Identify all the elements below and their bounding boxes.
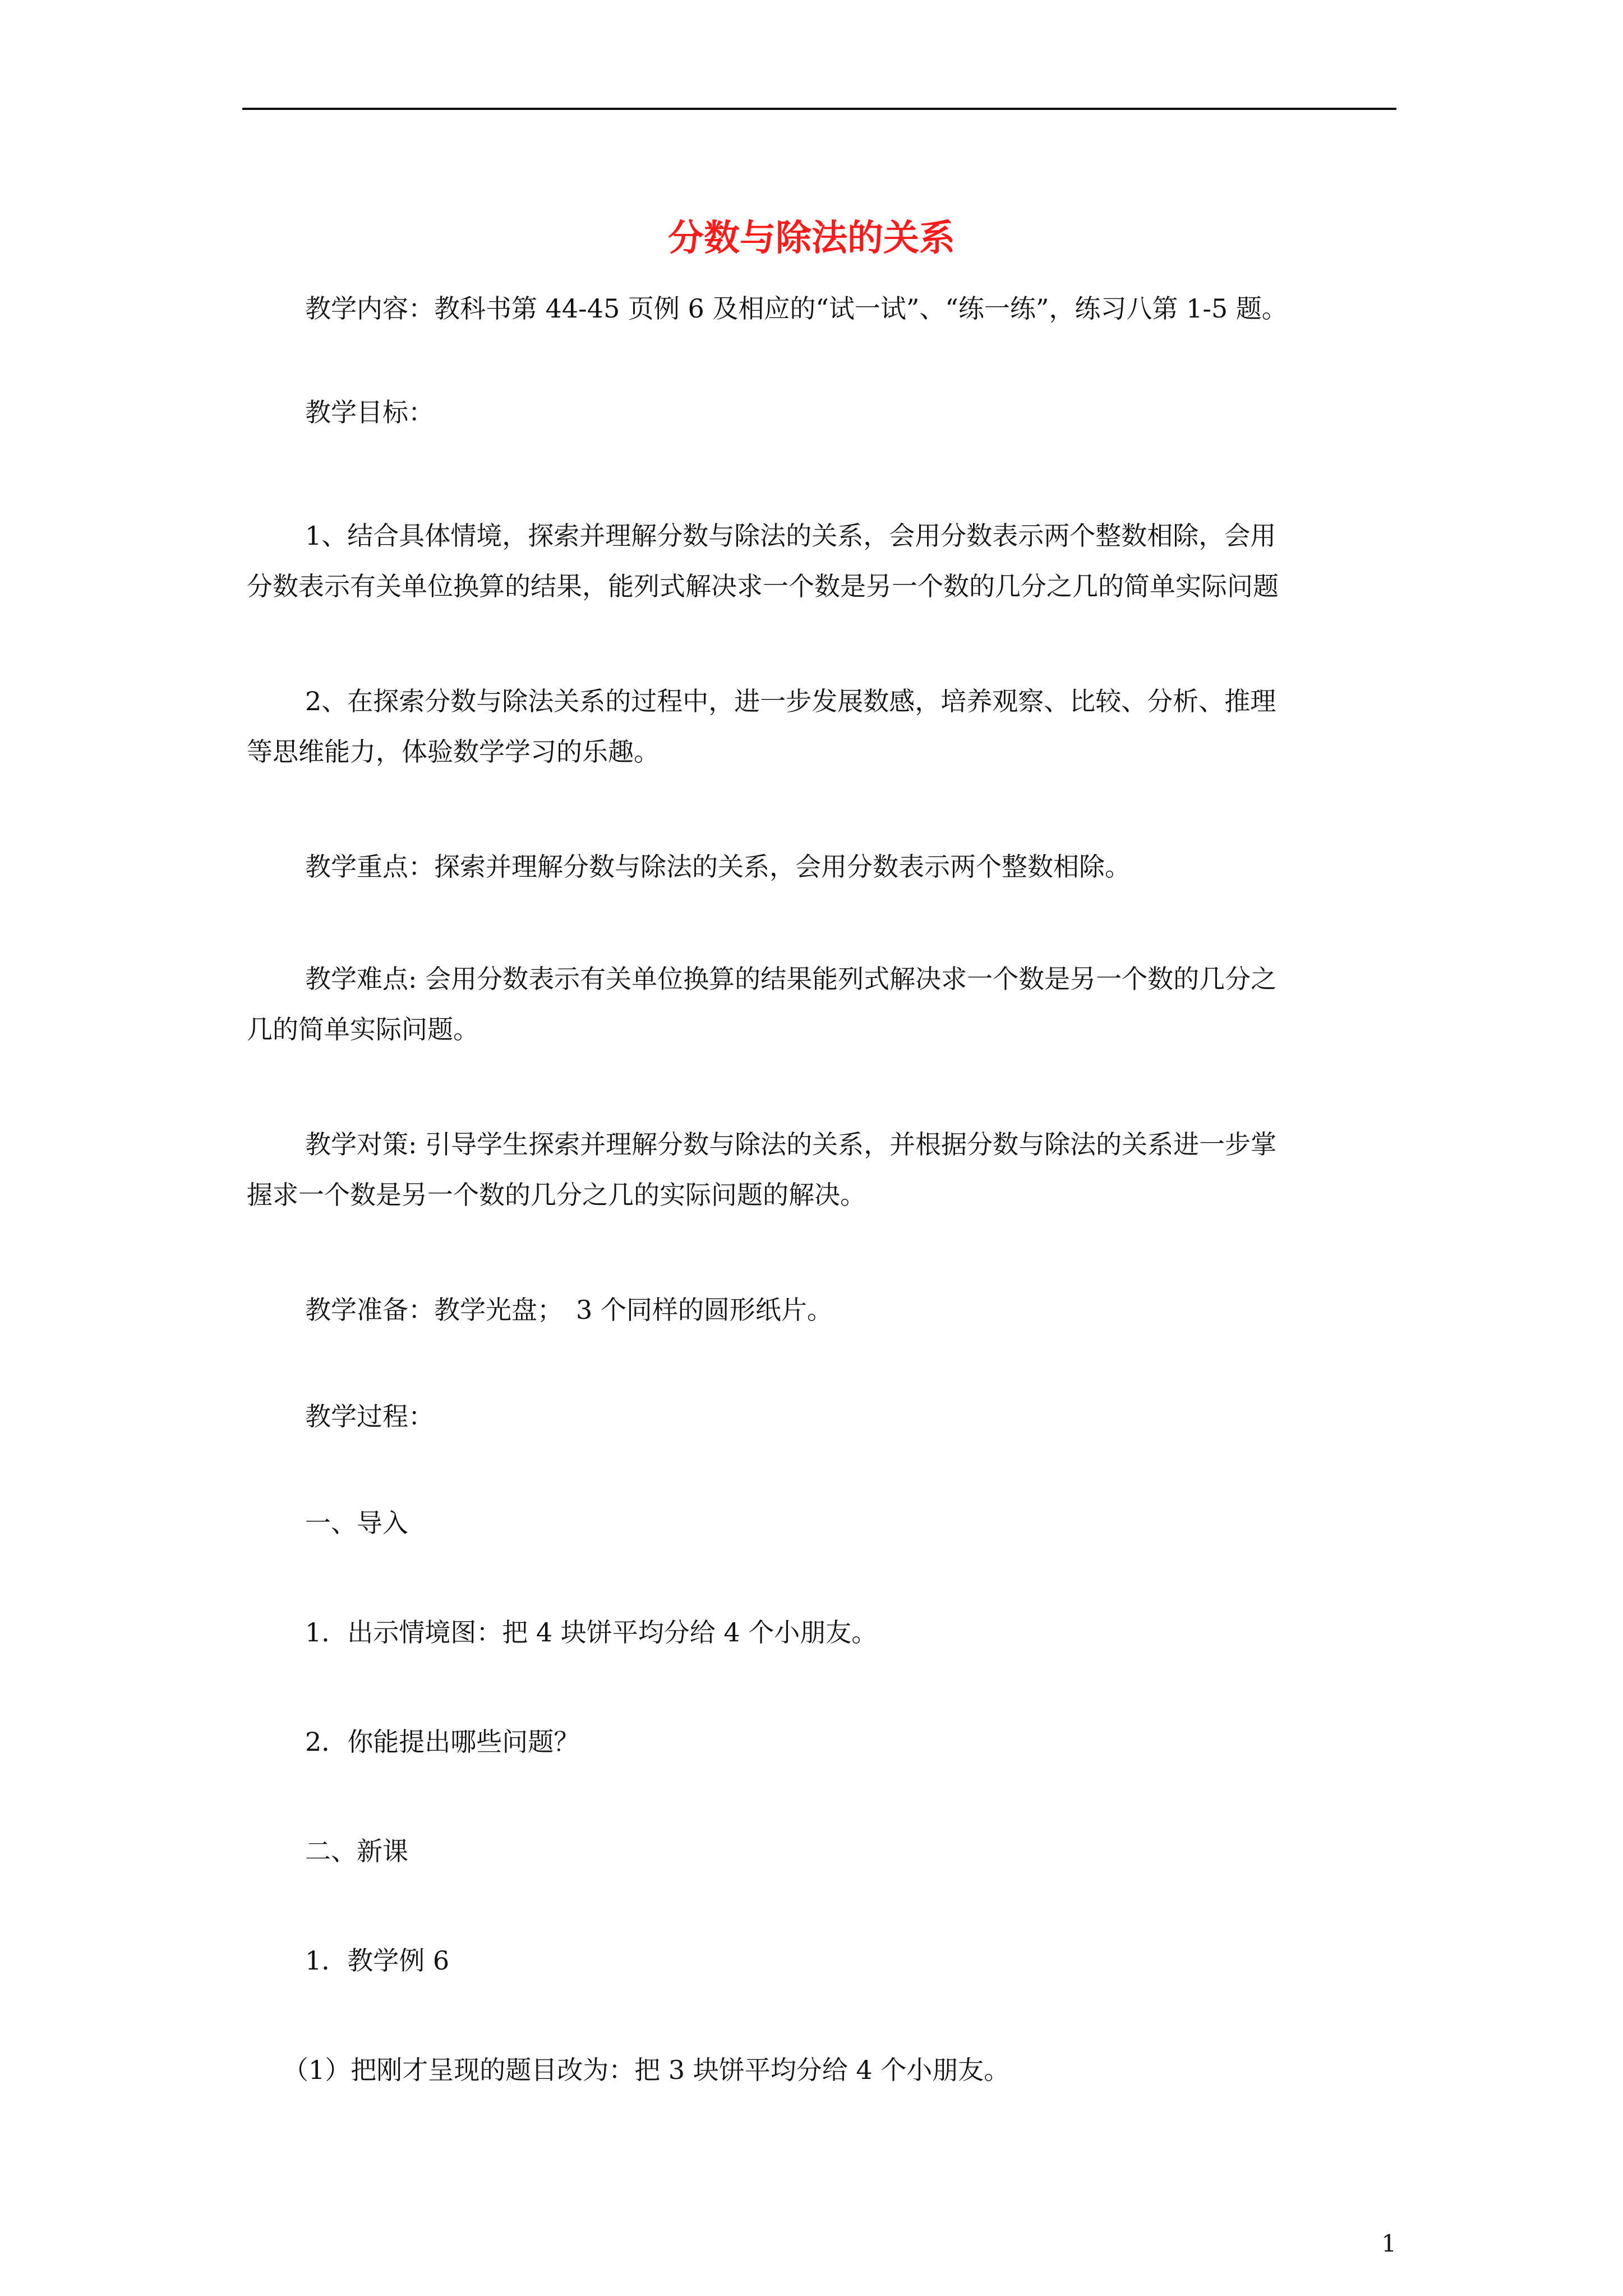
paragraph-line: 教学难点: 会用分数表示有关单位换算的结果能列式解决求一个数是另一个数的几分之: [305, 964, 1277, 994]
paragraph-step-1: [247, 1607, 1391, 1658]
paragraph-line: 1．出示情境图：把 4 块饼平均分给 4 个小朋友。: [305, 1617, 878, 1648]
paragraph-line: 教学内容：教科书第 44-45 页例 6 及相应的“试一试”、“练一练”，练习八第 1-5 题。: [305, 293, 1288, 324]
paragraph-teaching-content: [247, 283, 1391, 334]
paragraph-difficulties: [247, 954, 1391, 1055]
paragraph-line: 教学过程：: [305, 1401, 434, 1432]
paragraph-example-6: [247, 1935, 1391, 1986]
paragraph-line: 2．你能提出哪些问题？: [305, 1727, 580, 1757]
page-title: 分数与除法的关系: [668, 217, 955, 259]
paragraph-key-points: [247, 841, 1391, 892]
paragraph-line: 教学目标：: [305, 397, 434, 427]
paragraph-line: 分数表示有关单位换算的结果，能列式解决求一个数是另一个数的几分之几的简单实际问题: [247, 571, 1279, 601]
paragraph-process-heading: [247, 1391, 1391, 1442]
paragraph-goal-1: [247, 510, 1391, 611]
paragraph-line: （1）把刚才呈现的题目改为：把 3 块饼平均分给 4 个小朋友。: [283, 2055, 1010, 2085]
paragraph-goal-2: [247, 676, 1391, 777]
paragraph-example-6-part-1: [247, 2045, 1391, 2095]
paragraph-line: 1、结合具体情境，探索并理解分数与除法的关系，会用分数表示两个整数相除，会用: [305, 521, 1276, 551]
paragraph-line: 2、在探索分数与除法关系的过程中，进一步发展数感，培养观察、比较、分析、推理: [305, 686, 1276, 716]
paragraph-line: 教学准备：教学光盘； 3 个同样的圆形纸片。: [305, 1295, 833, 1325]
paragraph-line: 二、新课: [305, 1836, 408, 1866]
header-rule: [242, 108, 1396, 110]
paragraph-line: 教学重点：探索并理解分数与除法的关系，会用分数表示两个整数相除。: [305, 852, 1131, 882]
paragraph-line: 1．教学例 6: [305, 1945, 450, 1976]
paragraph-section-new-lesson: [247, 1826, 1391, 1876]
paragraph-line: 教学对策: 引导学生探索并理解分数与除法的关系，并根据分数与除法的关系进一步掌: [305, 1129, 1277, 1159]
paragraph-section-intro: [247, 1498, 1391, 1548]
paragraph-step-2: [247, 1717, 1391, 1767]
paragraph-line: 握求一个数是另一个数的几分之几的实际问题的解决。: [247, 1180, 866, 1210]
paragraph-line: 一、导入: [305, 1508, 408, 1538]
page-number: 1: [1381, 2230, 1396, 2257]
paragraph-teaching-goals-heading: [247, 387, 1391, 438]
paragraph-line: 几的简单实际问题。: [247, 1014, 479, 1045]
paragraph-preparation: [247, 1285, 1391, 1335]
paragraph-strategy: [247, 1119, 1391, 1220]
paragraph-line: 等思维能力，体验数学学习的乐趣。: [247, 737, 660, 767]
